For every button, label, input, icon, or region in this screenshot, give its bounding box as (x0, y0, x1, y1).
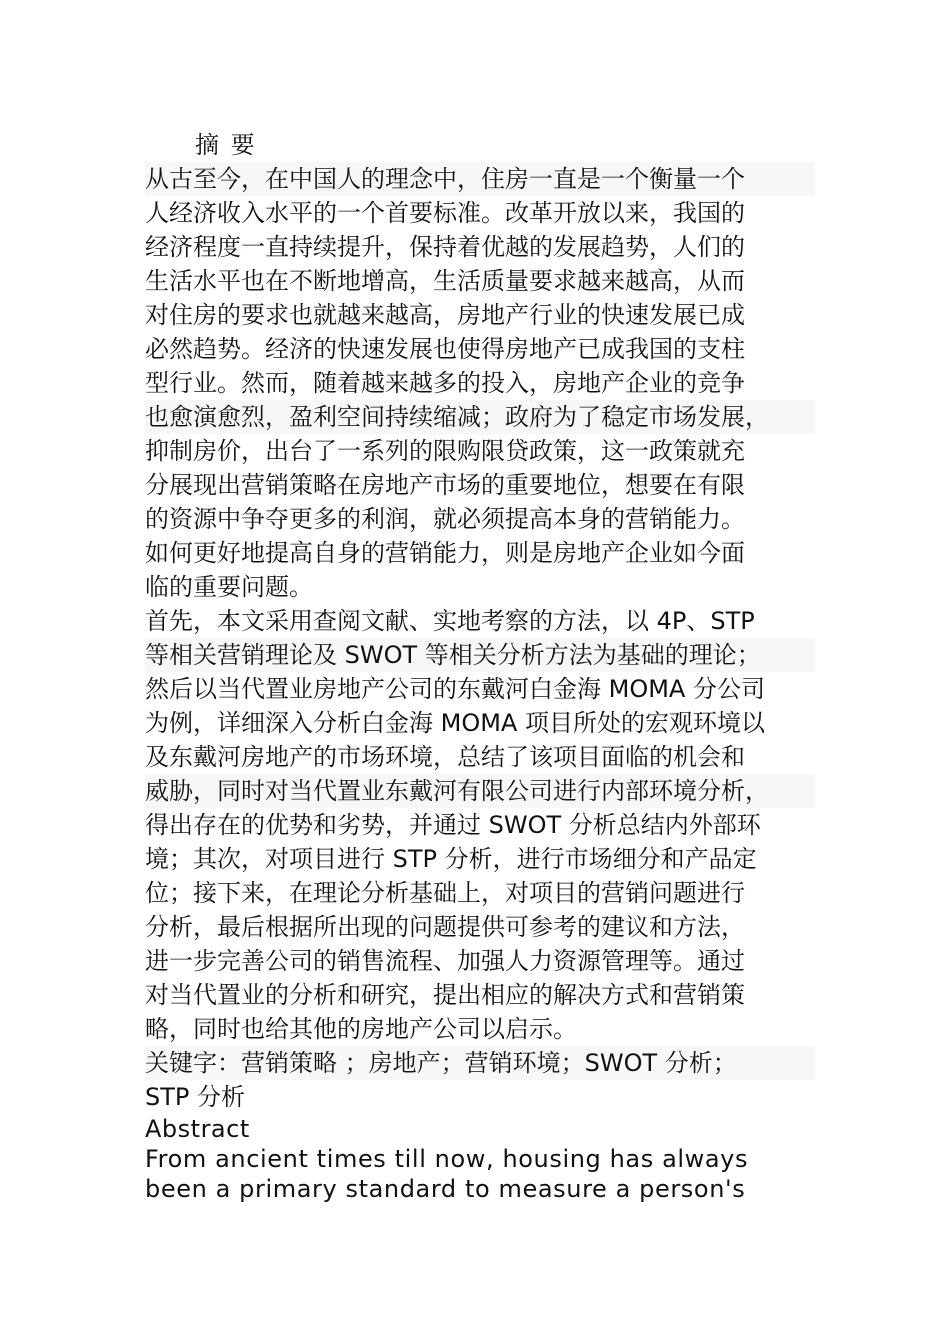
abstract-line: 经济程度一直持续提升，保持着优越的发展趋势，人们的 (145, 233, 745, 261)
english-abstract (145, 1114, 815, 1204)
abstract-line: 分析，最后根据所出现的问题提供可参考的建议和方法， (145, 913, 745, 941)
abstract-line: 临的重要问题。 (145, 573, 313, 601)
abstract-line: 抑制房价，出台了一系列的限购限贷政策，这一政策就充 (145, 437, 745, 465)
abstract-line: 分展现出营销策略在房地产市场的重要地位，想要在有限 (145, 471, 745, 499)
abstract-en-heading: Abstract (145, 1115, 250, 1143)
abstract-line: 对住房的要求也就越来越高，房地产行业的快速发展已成 (145, 301, 745, 329)
abstract-line: 人经济收入水平的一个首要标准。改革开放以来，我国的 (145, 199, 745, 227)
abstract-line: 得出存在的优势和劣势，并通过 SWOT 分析总结内外部环 (145, 811, 761, 839)
abstract-line: 的资源中争夺更多的利润，就必须提高本身的营销能力。 (145, 505, 745, 533)
abstract-en-line: From ancient times till now, housing has always (145, 1145, 749, 1173)
chinese-abstract (145, 162, 815, 1114)
abstract-line: 型行业。然而，随着越来越多的投入，房地产企业的竞争 (145, 369, 745, 397)
abstract-line: 如何更好地提高自身的营销能力，则是房地产企业如今面 (145, 539, 745, 567)
keywords-line: 关键字：营销策略 ；房地产；营销环境；SWOT 分析； (145, 1046, 815, 1080)
abstract-line: 生活水平也在不断地增高，生活质量要求越来越高，从而 (145, 267, 745, 295)
abstract-line: 进一步完善公司的销售流程、加强人力资源管理等。通过 (145, 947, 745, 975)
abstract-heading: 摘 要 (195, 131, 257, 159)
abstract-line: 及东戴河房地产的市场环境，总结了该项目面临的机会和 (145, 743, 745, 771)
abstract-en-line: been a primary standard to measure a person's (145, 1175, 746, 1203)
abstract-line: 等相关营销理论及 SWOT 等相关分析方法为基础的理论； (145, 638, 815, 672)
abstract-section (145, 128, 815, 1204)
abstract-line: 为例，详细深入分析白金海 MOMA 项目所处的宏观环境以 (145, 709, 765, 737)
abstract-line: 境；其次，对项目进行 STP 分析，进行市场细分和产品定 (145, 845, 757, 873)
abstract-line: 略，同时也给其他的房地产公司以启示。 (145, 1015, 577, 1043)
abstract-line: 威胁，同时对当代置业东戴河有限公司进行内部环境分析， (145, 774, 815, 808)
abstract-line: 然后以当代置业房地产公司的东戴河白金海 MOMA 分公司 (145, 675, 765, 703)
abstract-line: 必然趋势。经济的快速发展也使得房地产已成我国的支柱 (145, 335, 745, 363)
abstract-line: 也愈演愈烈，盈利空间持续缩减；政府为了稳定市场发展， (145, 400, 815, 434)
keywords-line: STP 分析 (145, 1083, 245, 1111)
abstract-line: 从古至今，在中国人的理念中，住房一直是一个衡量一个 (145, 162, 815, 196)
abstract-line: 首先，本文采用查阅文献、实地考察的方法，以 4P、STP (145, 607, 755, 635)
abstract-line: 位；接下来，在理论分析基础上，对项目的营销问题进行 (145, 879, 745, 907)
abstract-line: 对当代置业的分析和研究，提出相应的解决方式和营销策 (145, 981, 745, 1009)
